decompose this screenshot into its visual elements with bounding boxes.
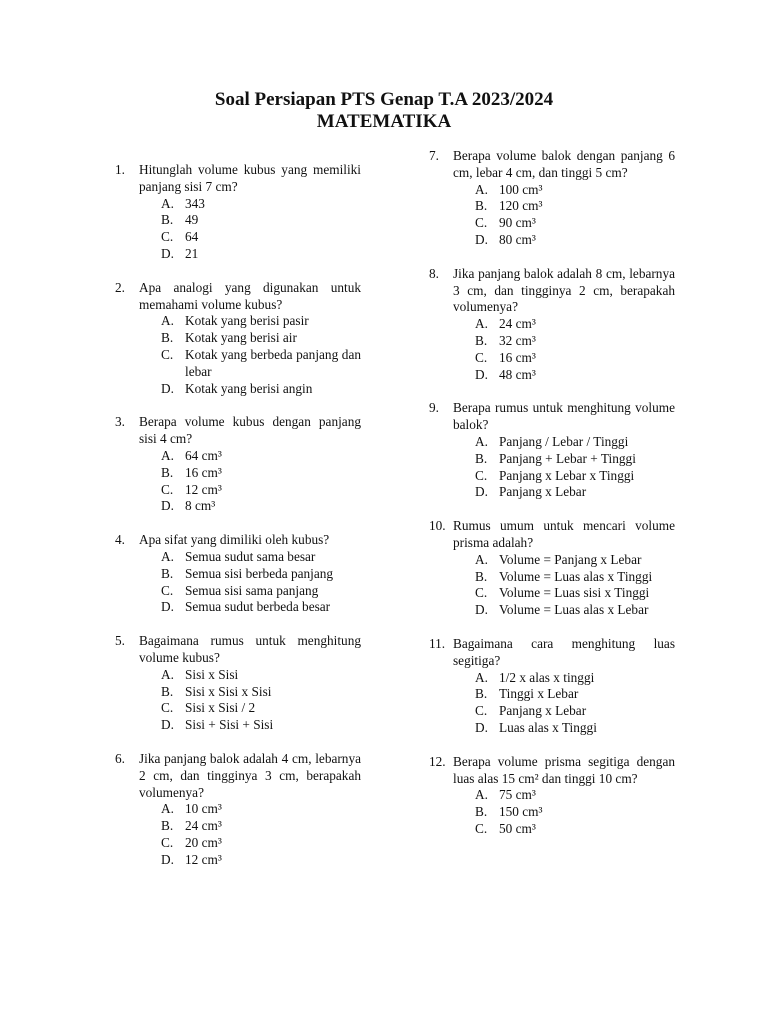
option-letter: A. <box>475 316 488 332</box>
answer-option <box>161 465 361 482</box>
answer-option <box>161 566 361 583</box>
question-number: 9. <box>429 400 439 416</box>
option-text: Panjang x Lebar <box>499 703 587 719</box>
subject-title: MATEMATIKA <box>316 111 452 132</box>
question-item <box>429 635 675 737</box>
option-text: 64 <box>185 229 199 245</box>
question-text: Jika panjang balok adalah 8 cm, lebarnya 3 cm, dan tingginya 2 cm, berapakah volumenya? <box>453 265 675 315</box>
question-text: Berapa volume kubus dengan panjang sisi 4 cm? <box>139 414 361 447</box>
option-letter: B. <box>475 450 488 466</box>
option-text: 48 cm³ <box>499 366 536 382</box>
answer-option <box>161 583 361 600</box>
answer-option <box>161 313 361 330</box>
question-number: 1. <box>115 162 125 177</box>
option-text: Panjang + Lebar + Tinggi <box>499 450 636 466</box>
question-number: 12. <box>429 753 446 769</box>
question-item <box>115 162 361 263</box>
option-text: Semua sisi berbeda panjang <box>185 565 334 581</box>
answer-options <box>161 313 361 397</box>
answer-option <box>475 484 675 501</box>
question-item <box>429 400 675 501</box>
option-letter: D. <box>475 366 488 382</box>
question-number: 7. <box>429 148 439 163</box>
option-text: 10 cm³ <box>185 801 222 817</box>
option-letter: A. <box>161 447 174 463</box>
left-question-column <box>115 162 361 885</box>
option-text: Sisi + Sisi + Sisi <box>185 717 274 733</box>
question-number: 6. <box>115 750 125 766</box>
option-letter: D. <box>475 602 488 618</box>
answer-option <box>475 804 675 821</box>
option-text: 49 <box>185 212 199 228</box>
question-text: Jika panjang balok adalah 4 cm, lebarnya 2 cm, dan tingginya 3 cm, berapakah volumenya? <box>139 750 361 800</box>
question-number: 8. <box>429 265 439 281</box>
answer-options <box>475 552 675 619</box>
option-letter: B. <box>475 332 488 348</box>
option-letter: B. <box>161 464 174 480</box>
option-text: 50 cm³ <box>499 820 536 836</box>
option-text: 20 cm³ <box>185 834 222 850</box>
question-item <box>429 753 675 838</box>
answer-option <box>475 569 675 586</box>
option-letter: C. <box>475 349 488 365</box>
option-text: Kotak yang berisi air <box>185 330 297 346</box>
option-letter: D. <box>475 231 488 247</box>
option-letter: D. <box>161 717 174 733</box>
option-letter: D. <box>161 498 174 514</box>
option-letter: A. <box>475 551 488 567</box>
option-letter: B. <box>161 330 174 346</box>
question-text: Hitunglah volume kubus yang memiliki panjang sisi 7 cm? <box>139 162 361 194</box>
answer-option <box>475 451 675 468</box>
option-letter: C. <box>475 585 488 601</box>
option-text: 24 cm³ <box>499 316 536 332</box>
question-text: Berapa volume prisma segitiga dengan luas alas 15 cm² dan tinggi 10 cm? <box>453 753 675 786</box>
option-text: Panjang x Lebar x Tinggi <box>499 467 635 483</box>
answer-option <box>475 367 675 384</box>
answer-option <box>475 434 675 451</box>
option-letter: D. <box>161 380 174 396</box>
answer-option <box>475 350 675 367</box>
option-letter: A. <box>475 787 488 803</box>
option-letter: C. <box>475 820 488 836</box>
option-letter: C. <box>161 700 174 716</box>
answer-option <box>475 787 675 804</box>
answer-option <box>475 182 675 199</box>
option-text: 16 cm³ <box>499 349 536 365</box>
option-letter: A. <box>161 195 174 211</box>
answer-option <box>161 599 361 616</box>
answer-options <box>475 316 675 383</box>
answer-option <box>475 686 675 703</box>
question-text: Bagaimana rumus untuk menghitung volume kubus? <box>139 633 361 665</box>
question-item <box>115 279 361 398</box>
option-text: Volume = Luas alas x Lebar <box>499 602 649 618</box>
answer-options <box>161 801 361 868</box>
answer-options <box>161 196 361 263</box>
option-text: Volume = Panjang x Lebar <box>499 551 642 567</box>
answer-option <box>161 835 361 852</box>
option-letter: B. <box>161 565 174 581</box>
answer-options <box>475 787 675 837</box>
option-text: 1/2 x alas x tinggi <box>499 669 595 685</box>
answer-option <box>475 198 675 215</box>
option-letter: C. <box>161 229 174 245</box>
option-letter: A. <box>161 313 174 329</box>
option-letter: B. <box>475 686 488 702</box>
answer-option <box>161 330 361 347</box>
option-letter: C. <box>475 703 488 719</box>
option-letter: C. <box>161 582 174 598</box>
option-letter: D. <box>475 484 488 500</box>
option-text: 24 cm³ <box>185 818 222 834</box>
option-text: Panjang x Lebar <box>499 484 587 500</box>
option-text: 21 <box>185 245 199 261</box>
answer-option <box>475 333 675 350</box>
option-text: 16 cm³ <box>185 464 222 480</box>
answer-option <box>475 316 675 333</box>
answer-options <box>475 434 675 501</box>
answer-option <box>161 684 361 701</box>
answer-option <box>161 196 361 213</box>
question-text: Bagaimana cara menghitung luas segitiga? <box>453 635 675 668</box>
right-question-column <box>429 148 675 855</box>
document-title: Soal Persiapan PTS Genap T.A 2023/2024 <box>214 89 554 110</box>
answer-option <box>475 585 675 602</box>
option-text: 90 cm³ <box>499 215 536 231</box>
question-text: Apa sifat yang dimiliki oleh kubus? <box>139 532 330 548</box>
answer-option <box>475 232 675 249</box>
option-text: 80 cm³ <box>499 231 536 247</box>
answer-option <box>161 212 361 229</box>
answer-option <box>161 498 361 515</box>
answer-option <box>475 720 675 737</box>
answer-option <box>161 717 361 734</box>
option-text: Sisi x Sisi x Sisi <box>185 683 272 699</box>
option-letter: A. <box>475 181 488 197</box>
question-number: 10. <box>429 518 446 534</box>
option-letter: C. <box>475 467 488 483</box>
question-item <box>429 148 675 249</box>
option-text: Kotak yang berbeda panjang dan lebar <box>185 346 361 379</box>
option-text: Panjang / Lebar / Tinggi <box>499 433 629 449</box>
answer-option <box>161 246 361 263</box>
option-text: Kotak yang berisi angin <box>185 380 313 396</box>
answer-option <box>161 482 361 499</box>
option-letter: D. <box>161 599 174 615</box>
option-letter: B. <box>161 212 174 228</box>
option-text: 100 cm³ <box>499 181 543 197</box>
question-number: 2. <box>115 279 125 295</box>
question-text: Apa analogi yang digunakan untuk memahami volume kubus? <box>139 279 361 312</box>
answer-option <box>161 801 361 818</box>
answer-option <box>475 552 675 569</box>
question-item <box>115 532 361 616</box>
answer-option <box>161 549 361 566</box>
option-text: 32 cm³ <box>499 332 536 348</box>
option-letter: C. <box>161 834 174 850</box>
answer-option <box>161 448 361 465</box>
answer-option <box>475 215 675 232</box>
answer-option <box>161 229 361 246</box>
question-text: Rumus umum untuk mencari volume prisma adalah? <box>453 518 675 550</box>
option-text: Semua sisi sama panjang <box>185 582 319 598</box>
answer-option <box>475 670 675 687</box>
answer-option <box>475 703 675 720</box>
question-number: 5. <box>115 633 125 649</box>
option-letter: D. <box>161 851 174 867</box>
answer-options <box>161 448 361 515</box>
question-text: Berapa rumus untuk menghitung volume balok? <box>453 400 675 433</box>
option-letter: A. <box>475 433 488 449</box>
answer-option <box>161 667 361 684</box>
option-letter: B. <box>475 198 488 214</box>
option-text: Tinggi x Lebar <box>499 686 579 702</box>
answer-options <box>161 667 361 734</box>
answer-option <box>161 381 361 398</box>
option-text: 120 cm³ <box>499 198 543 214</box>
option-letter: C. <box>161 346 174 362</box>
option-letter: A. <box>161 548 174 564</box>
option-letter: B. <box>161 683 174 699</box>
answer-option <box>161 852 361 869</box>
option-letter: B. <box>161 818 174 834</box>
option-text: Luas alas x Tinggi <box>499 719 597 735</box>
question-number: 11. <box>429 635 446 651</box>
option-text: 12 cm³ <box>185 851 222 867</box>
option-letter: A. <box>161 666 174 682</box>
option-letter: A. <box>161 801 174 817</box>
option-text: Kotak yang berisi pasir <box>185 313 309 329</box>
option-letter: C. <box>475 215 488 231</box>
answer-option <box>161 347 361 381</box>
question-item <box>115 414 361 515</box>
option-text: Semua sudut sama besar <box>185 548 316 564</box>
option-text: 64 cm³ <box>185 447 222 463</box>
question-item <box>429 518 675 619</box>
question-number: 3. <box>115 414 125 430</box>
answer-option <box>475 602 675 619</box>
answer-options <box>475 182 675 249</box>
option-letter: B. <box>475 804 488 820</box>
option-letter: D. <box>161 245 174 261</box>
option-text: Volume = Luas sisi x Tinggi <box>499 585 650 601</box>
question-text: Berapa volume balok dengan panjang 6 cm, lebar 4 cm, dan tinggi 5 cm? <box>453 148 675 180</box>
question-item <box>429 265 675 384</box>
question-item <box>115 633 361 734</box>
option-text: 12 cm³ <box>185 481 222 497</box>
option-text: Sisi x Sisi / 2 <box>185 700 256 716</box>
option-letter: D. <box>475 719 488 735</box>
option-text: 8 cm³ <box>185 498 216 514</box>
question-item <box>115 750 361 869</box>
answer-option <box>161 818 361 835</box>
option-text: 150 cm³ <box>499 804 543 820</box>
answer-option <box>475 468 675 485</box>
option-text: Volume = Luas alas x Tinggi <box>499 568 653 584</box>
option-letter: A. <box>475 669 488 685</box>
answer-option <box>161 700 361 717</box>
option-letter: B. <box>475 568 488 584</box>
option-letter: C. <box>161 481 174 497</box>
answer-option <box>475 821 675 838</box>
answer-options <box>161 549 361 616</box>
answer-options <box>475 670 675 737</box>
option-text: 343 <box>185 195 205 211</box>
option-text: Sisi x Sisi <box>185 666 239 682</box>
option-text: Semua sudut berbeda besar <box>185 599 331 615</box>
option-text: 75 cm³ <box>499 787 536 803</box>
question-number: 4. <box>115 532 125 548</box>
